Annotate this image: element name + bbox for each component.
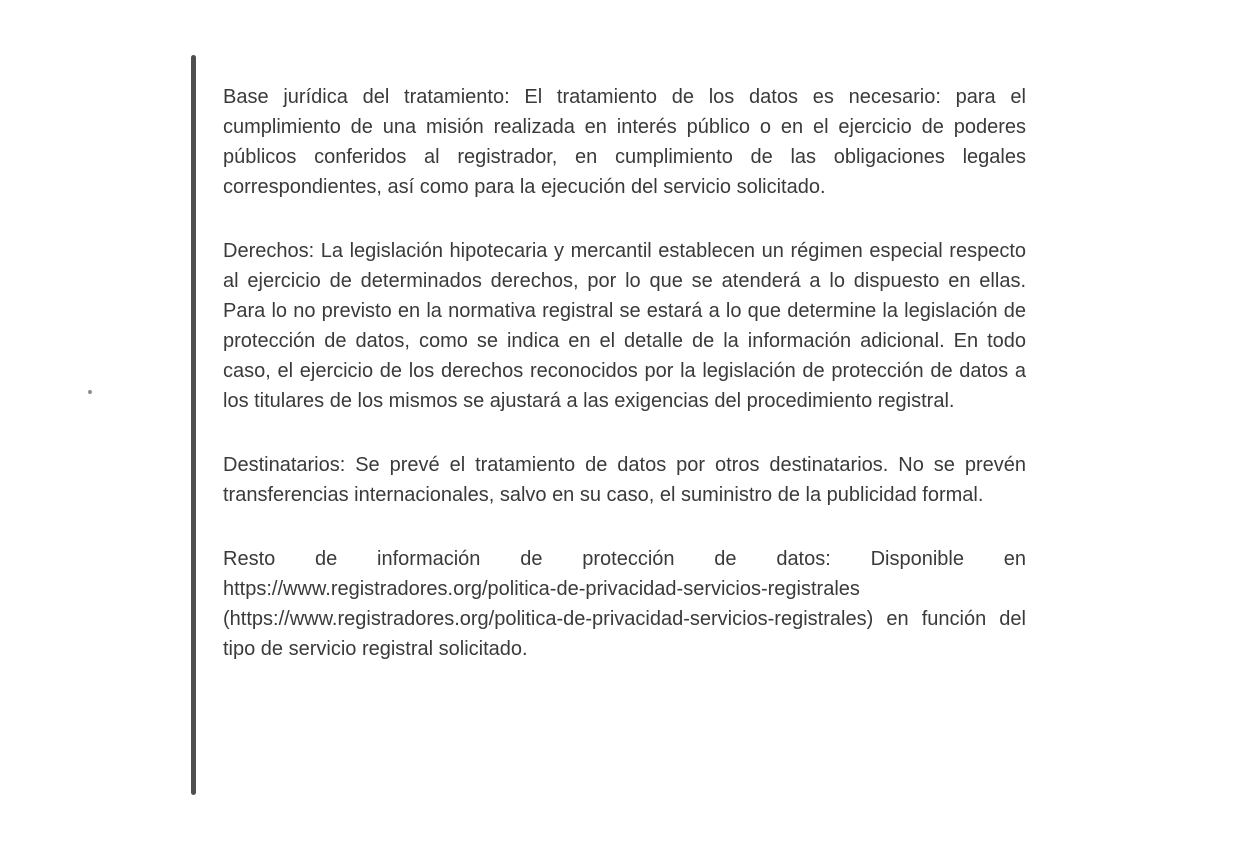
- paragraph-destinatarios: Destinatarios: Se prevé el tratamiento de datos por otros destinatarios. No se prevén transferencias internacionales, salvo en su caso, el suministro de la publicidad formal.: [223, 454, 1026, 506]
- privacy-notice-text-block: [223, 82, 1026, 664]
- stray-dot-artifact: [88, 390, 92, 394]
- blockquote-border: [191, 55, 196, 795]
- paragraph-base-juridica: Base jurídica del tratamiento: El tratamiento de los datos es necesario: para el cumplimiento de una misión realizada en interés público o en el ejercicio de poderes públicos conferidos al registrador, en cumplimiento de las obligaciones legales correspondientes, así como para la ejecución del servicio solicitado.: [223, 86, 1026, 198]
- paragraph-resto-informacion: Resto de información de protección de datos: Disponible en https://www.registradores.org/politica-de-privacidad-servicios-registrales (https://www.registradores.org/politica-de-privacidad-servicios-registrales) en función del tipo de servicio registral solicitado.: [223, 548, 1026, 660]
- paragraph-derechos: Derechos: La legislación hipotecaria y mercantil establecen un régimen especial respecto al ejercicio de determinados derechos, por lo que se atenderá a lo dispuesto en ellas. Para lo no previsto en la normativa registral se estará a lo que determine la legislación de protección de datos, como se indica en el detalle de la información adicional. En todo caso, el ejercicio de los derechos reconocidos por la legislación de protección de datos a los titulares de los mismos se ajustará a las exigencias del procedimiento registral.: [223, 240, 1026, 412]
